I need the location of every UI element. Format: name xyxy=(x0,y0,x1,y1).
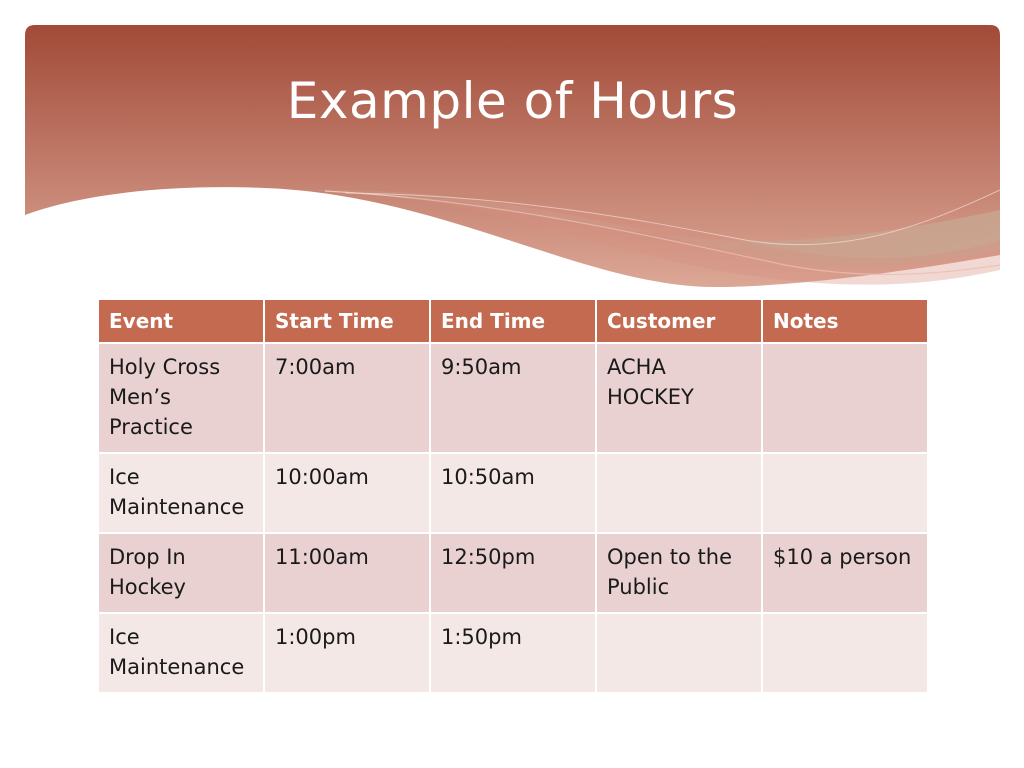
cell-end-time: 1:50pm xyxy=(430,613,596,693)
column-header-end-time: End Time xyxy=(430,299,596,343)
slide-title: Example of Hours xyxy=(286,72,739,130)
header-band xyxy=(25,25,1000,295)
table-row xyxy=(98,343,928,453)
table-header-row xyxy=(98,299,928,343)
cell-notes: $10 a person xyxy=(762,533,928,613)
cell-notes xyxy=(762,453,928,533)
column-header-event: Event xyxy=(98,299,264,343)
cell-start-time: 7:00am xyxy=(264,343,430,453)
cell-start-time: 11:00am xyxy=(264,533,430,613)
table-row xyxy=(98,533,928,613)
cell-customer xyxy=(596,613,762,693)
cell-start-time: 10:00am xyxy=(264,453,430,533)
column-header-customer: Customer xyxy=(596,299,762,343)
cell-customer: ACHA HOCKEY xyxy=(596,343,762,453)
column-header-notes: Notes xyxy=(762,299,928,343)
hours-table-container xyxy=(97,298,927,694)
cell-event: Drop In Hockey xyxy=(98,533,264,613)
table-row xyxy=(98,613,928,693)
cell-end-time: 12:50pm xyxy=(430,533,596,613)
cell-customer: Open to the Public xyxy=(596,533,762,613)
header-wave-graphic xyxy=(25,25,1000,295)
column-header-start-time: Start Time xyxy=(264,299,430,343)
cell-event: Ice Maintenance xyxy=(98,453,264,533)
cell-notes xyxy=(762,343,928,453)
cell-end-time: 9:50am xyxy=(430,343,596,453)
cell-start-time: 1:00pm xyxy=(264,613,430,693)
cell-customer xyxy=(596,453,762,533)
cell-notes xyxy=(762,613,928,693)
table-row xyxy=(98,453,928,533)
cell-event: Holy Cross Men’s Practice xyxy=(98,343,264,453)
cell-event: Ice Maintenance xyxy=(98,613,264,693)
hours-table xyxy=(97,298,929,694)
cell-end-time: 10:50am xyxy=(430,453,596,533)
